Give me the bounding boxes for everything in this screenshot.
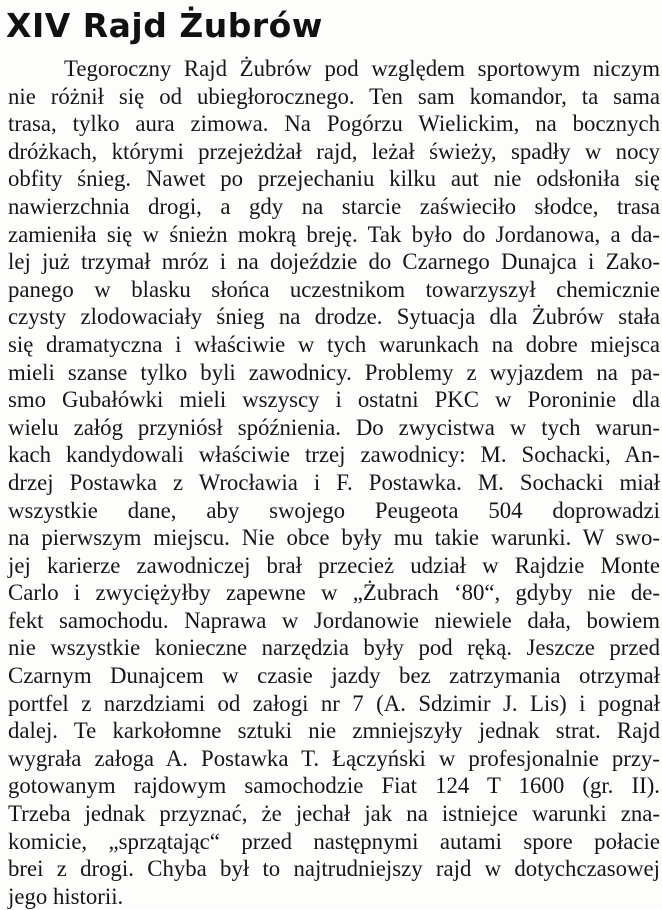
article-title: XIV Rajd Żubrów bbox=[6, 6, 323, 45]
text-line: nie wszystkie konieczne narzędzia były pod ręką. Jeszcze przed bbox=[8, 635, 660, 661]
text-line: czysty zlodowaciały śnieg na drodze. Sytuacja dla Żubrów stała bbox=[8, 304, 660, 330]
text-line: panego w blasku słońca uczestnikom towarzyszył chemicznie bbox=[8, 276, 660, 302]
text-line: wielu załóg przyniósł spóźnienia. Do zwycistwa w tych warun- bbox=[8, 414, 660, 440]
text-line: dalej. Te karkołomne sztuki nie zmniejszyły jednak strat. Rajd bbox=[8, 718, 660, 744]
text-line: lej już trzymał mróz i na dojeździe do Czarnego Dunajca i Zako- bbox=[8, 249, 660, 275]
text-line: Carlo i zwyciężyłby zapewne w „Żubrach ‘80“, gdyby nie de- bbox=[8, 580, 660, 606]
text-line: mieli szanse tylko byli zawodnicy. Problemy z wyjazdem na pa- bbox=[8, 359, 660, 385]
text-line: zamieniła się w śnieżn mokrą breję. Tak było do Jordanowa, a da- bbox=[8, 221, 660, 247]
text-line: Trzeba jednak przyznać, że jechał jak na istniejce warunki zna- bbox=[8, 801, 660, 827]
text-line: dróżkach, którymi przejeżdżał rajd, leżał świeży, spadły w nocy bbox=[8, 138, 660, 164]
text-line: fekt samochodu. Naprawa w Jordanowie niewiele dała, bowiem bbox=[8, 607, 660, 633]
text-line: brei z drogi. Chyba był to najtrudniejszy rajd w dotychczasowej bbox=[8, 856, 660, 882]
text-line: nie różnił się od ubiegłorocznego. Ten sam komandor, ta sama bbox=[8, 83, 660, 109]
text-line: Tegoroczny Rajd Żubrów pod względem sportowym niczym bbox=[64, 56, 660, 81]
text-line: na pierwszym miejscu. Nie obce były mu takie warunki. W swo- bbox=[8, 525, 660, 551]
text-line: nawierzchnia drogi, a gdy na starcie zaświeciło słodce, trasa bbox=[8, 193, 660, 219]
text-line: komicie, „sprzątając“ przed następnymi autami spore połacie bbox=[8, 828, 660, 854]
text-line: wszystkie dane, aby swojego Peugeota 504 doprowadzi bbox=[8, 497, 660, 523]
text-line: trasa, tylko aura zimowa. Na Pogórzu Wielickim, na bocznych bbox=[8, 111, 660, 137]
text-line: drzej Postawka z Wrocławia i F. Postawka. M. Sochacki miał bbox=[8, 469, 660, 495]
text-line: obfity śnieg. Nawet po przejechaniu kilku aut nie odsłoniła się bbox=[8, 166, 660, 192]
text-line: wygrała załoga A. Postawka T. Łączyński w profesjonalnie przy- bbox=[8, 745, 660, 771]
text-line: jej karierze zawodniczej brał przecież udział w Rajdzie Monte bbox=[8, 552, 660, 578]
text-line: smo Gubałówki mieli wszyscy i ostatni PKC w Poroninie dla bbox=[8, 387, 660, 413]
text-line: się dramatyczna i właściwie w tych warunkach na dobre miejsca bbox=[8, 331, 660, 357]
text-line: jego historii. bbox=[8, 883, 124, 909]
text-line: kach kandydowali właściwie trzej zawodnicy: M. Sochacki, An- bbox=[8, 442, 660, 468]
text-line: portfel z narzdziami od załogi nr 7 (A. Sdzimir J. Lis) i pognał bbox=[8, 690, 660, 716]
text-line: Czarnym Dunajcem w czasie jazdy bez zatrzymania otrzymał bbox=[8, 663, 660, 689]
text-line: gotowanym rajdowym samochodzie Fiat 124 T 1600 (gr. II). bbox=[8, 773, 660, 799]
article-body bbox=[8, 55, 660, 910]
